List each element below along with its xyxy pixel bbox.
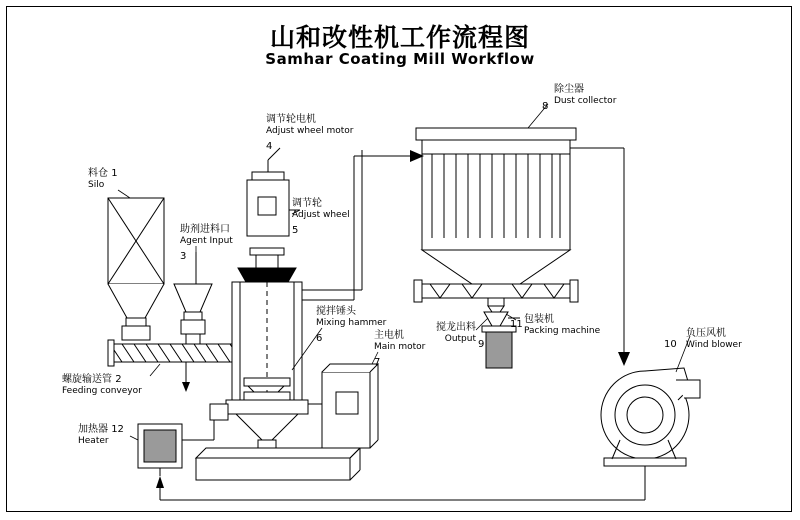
label-silo-en: Silo: [88, 179, 105, 190]
label-wheel-num: 5: [292, 224, 299, 236]
label-conveyor-cn: 螺旋输送管: [62, 374, 112, 385]
label-agent-num: 3: [180, 250, 187, 262]
label-wind-blower: [686, 328, 742, 350]
label-wheel-motor-en: Adjust wheel motor: [266, 125, 354, 136]
label-agent-cn: 助剂进料口: [180, 224, 230, 235]
label-output-cn: 搅龙出料: [436, 322, 476, 333]
label-wheel-en: Adjust wheel: [292, 209, 350, 220]
label-heater-num: 12: [111, 424, 124, 435]
label-dust-collector-num: 8: [542, 101, 549, 112]
label-main-motor-cn: 主电机: [374, 330, 404, 341]
label-heater: [78, 424, 124, 446]
label-agent-en: Agent Input: [180, 235, 233, 246]
label-output: [420, 322, 476, 344]
silo-shape: [108, 198, 164, 340]
label-silo: [88, 168, 118, 190]
label-wheel-motor-num: 4: [266, 140, 273, 152]
label-conveyor-num: 2: [115, 374, 122, 385]
label-main-motor-en: Main motor: [374, 341, 426, 352]
label-conveyor-en: Feeding conveyor: [62, 385, 142, 396]
label-packing-en: Packing machine: [524, 325, 601, 336]
label-agent-input: [180, 224, 233, 264]
wind-blower: [570, 148, 700, 466]
label-adjust-wheel-motor: [266, 114, 354, 154]
label-heater-en: Heater: [78, 435, 109, 446]
label-wind-blower-num: 10: [664, 339, 677, 350]
label-main-motor-num: 7: [374, 356, 381, 368]
main-motor: [308, 364, 378, 448]
label-hammer-en: Mixing hammer: [316, 317, 387, 328]
label-hammer-num: 6: [316, 332, 323, 344]
label-packing-machine: [524, 314, 600, 336]
label-silo-num: 1: [111, 168, 118, 179]
page-title-cn: 山和改性机工作流程图: [269, 23, 530, 52]
label-adjust-wheel: [292, 198, 350, 238]
label-dust-collector: [554, 84, 616, 106]
label-main-motor: [374, 330, 425, 370]
leader-lines: [118, 104, 690, 440]
label-blower-en: Wind blower: [686, 339, 742, 350]
adjust-wheel-motor: [247, 148, 289, 236]
label-packing-machine-num: 11: [510, 319, 523, 330]
label-blower-cn: 负压风机: [686, 328, 726, 339]
label-output-en: Output: [444, 333, 476, 344]
label-output-num: 9: [478, 339, 485, 350]
label-packing-cn: 包装机: [524, 314, 554, 325]
label-wheel-cn: 调节轮: [292, 198, 322, 209]
label-heater-cn: 加热器: [78, 424, 108, 435]
label-silo-cn: 料仓: [88, 168, 108, 179]
label-hammer-cn: 搅拌锤头: [316, 306, 356, 317]
label-collector-cn: 除尘器: [554, 84, 584, 95]
label-collector-en: Dust collector: [554, 95, 617, 106]
agent-input-hopper: [174, 252, 212, 344]
dust-collector: [414, 128, 578, 326]
page-title-en: Samhar Coating Mill Workflow: [265, 50, 535, 68]
label-feeding-conveyor: [62, 374, 142, 396]
label-wheel-motor-cn: 调节轮电机: [266, 114, 316, 125]
